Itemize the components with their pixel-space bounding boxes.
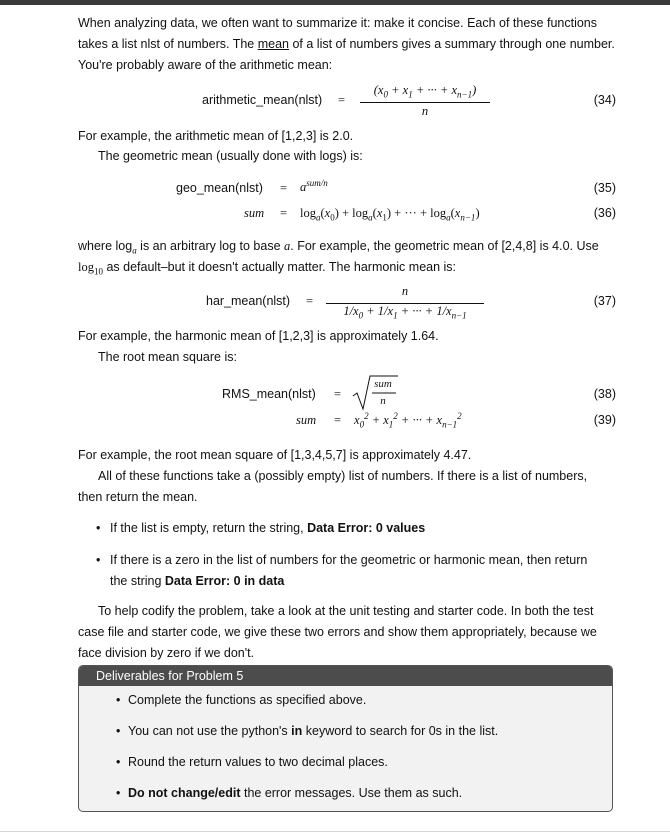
geo-where-line-1: where $\log_a$ is an arbitrary log to base a. For example, the geometric mean of [2,4,8] is 4.0. Use [78, 239, 599, 256]
bullet-dot-icon: • [116, 724, 121, 738]
eq39-label: sum [296, 413, 317, 427]
eq37-equals: = [306, 294, 314, 308]
eq35-number: (35) [593, 181, 616, 195]
eq39-rhs: $x_0^2 + x_1^2$ + ··· + $x_{n-1}^2$ [354, 410, 462, 430]
bullet-dot-icon: • [96, 553, 101, 567]
bullet-zero-in-data: • If there is a zero in the list of numbers for the geometric or harmonic mean, then return the string Data Error: 0 in data [96, 550, 616, 592]
deliverable-item: • Do not change/edit the error messages. Use them as such. [116, 786, 463, 800]
all-funcs-line-1: All of these functions take a (possibly empty) list of numbers. If there is a list of numbers, [98, 469, 588, 483]
eq34-denominator: n [421, 104, 429, 118]
intro-paragraph [78, 13, 618, 76]
eq35-label: geo_mean(nlst) [176, 181, 263, 195]
bottom-rule [0, 831, 670, 832]
deliverable-item: • You can not use the python's in keyword to search for 0s in the list. [116, 724, 499, 738]
eq34-equals: = [338, 93, 346, 107]
intro-line-2: takes a list nlst of numbers. The mean of a list of numbers gives a summary through one number. [78, 37, 615, 51]
bullet-dot-icon: • [116, 693, 121, 707]
error-bullets-2 [96, 550, 616, 592]
eq35-equals: = [280, 181, 288, 195]
bullet-dot-icon: • [96, 521, 101, 535]
codify-line-1: To help codify the problem, take a look at the unit testing and starter code. In both the test [98, 604, 594, 618]
error-zero-in-data: Data Error: 0 in data [164, 574, 285, 588]
all-funcs-paragraph [78, 466, 618, 508]
deliverables-list [116, 692, 596, 812]
eq38-label: RMS_mean(nlst) [222, 387, 316, 401]
rms-example: For example, the root mean square of [1,3,4,5,7] is approximately 4.47. [78, 448, 472, 462]
bullet-dot-icon: • [116, 786, 121, 800]
deliverable-item: • Round the return values to two decimal places. [116, 755, 388, 769]
eq37-label: har_mean(nlst) [206, 294, 291, 308]
codify-paragraph [78, 601, 618, 664]
deliverable-item: • Complete the functions as specified above. [116, 693, 367, 707]
har-example: For example, the harmonic mean of [1,2,3] is approximately 1.64. [78, 329, 439, 343]
eq39-number: (39) [593, 413, 616, 427]
eq38-numerator: sum [374, 378, 392, 390]
codify-line-3: face division by zero if we don't. [78, 646, 255, 660]
eq37-denominator: $1/x_0 + 1/x_1$ + ··· + $1/x_{n-1}$ [343, 304, 467, 321]
all-funcs-line-2: then return the mean. [78, 490, 198, 504]
eq35-rhs: $a^{sum/n}$ [300, 177, 328, 194]
top-bar [0, 0, 670, 5]
rms-intro: The root mean square is: [98, 350, 237, 364]
mean-link: mean [257, 37, 289, 51]
eq34-number: (34) [593, 93, 616, 107]
intro-line-3: You're probably aware of the arithmetic mean: [78, 58, 333, 72]
eq34-label: arithmetic_mean(nlst) [202, 93, 323, 107]
eq34-numerator: ($x_0 + x_1$ + ··· + $x_{n-1}$) [373, 83, 477, 100]
geo-where-line-2: $\log_{10}$ as default–but it doesn't actually matter. The harmonic mean is: [78, 260, 457, 277]
error-zero-values: Data Error: 0 values [307, 521, 426, 535]
eq36-number: (36) [593, 206, 616, 220]
eq39-equals: = [334, 413, 342, 427]
eq37-number: (37) [593, 294, 616, 308]
geo-intro: The geometric mean (usually done with logs) is: [98, 149, 363, 163]
eq34-fraction-line [360, 102, 490, 103]
eq36-label: sum [244, 206, 265, 220]
intro-line-1: When analyzing data, we often want to summarize it: make it concise. Each of these functions [78, 16, 598, 30]
codify-line-2: case file and starter code, we give these two errors and show them appropriately, because we [78, 625, 597, 639]
eq38-denominator: n [380, 395, 386, 407]
eq37-numerator: n [401, 284, 409, 298]
eq36-rhs: $\log_a(x_0) + \log_a(x_1)$ + ··· + $\log_a(x_{n-1})$ [300, 206, 480, 223]
bullet-dot-icon: • [116, 755, 121, 769]
arith-example: For example, the arithmetic mean of [1,2,3] is 2.0. [78, 129, 354, 143]
error-bullets [96, 518, 616, 539]
bullet-empty-list: • If the list is empty, return the string, Data Error: 0 values [96, 518, 616, 539]
deliverables-box [78, 665, 613, 812]
deliverables-title: Deliverables for Problem 5 [79, 666, 612, 686]
eq36-equals: = [280, 206, 288, 220]
eq38-equals: = [334, 387, 342, 401]
geo-where-paragraph [78, 236, 618, 278]
eq38-number: (38) [593, 387, 616, 401]
